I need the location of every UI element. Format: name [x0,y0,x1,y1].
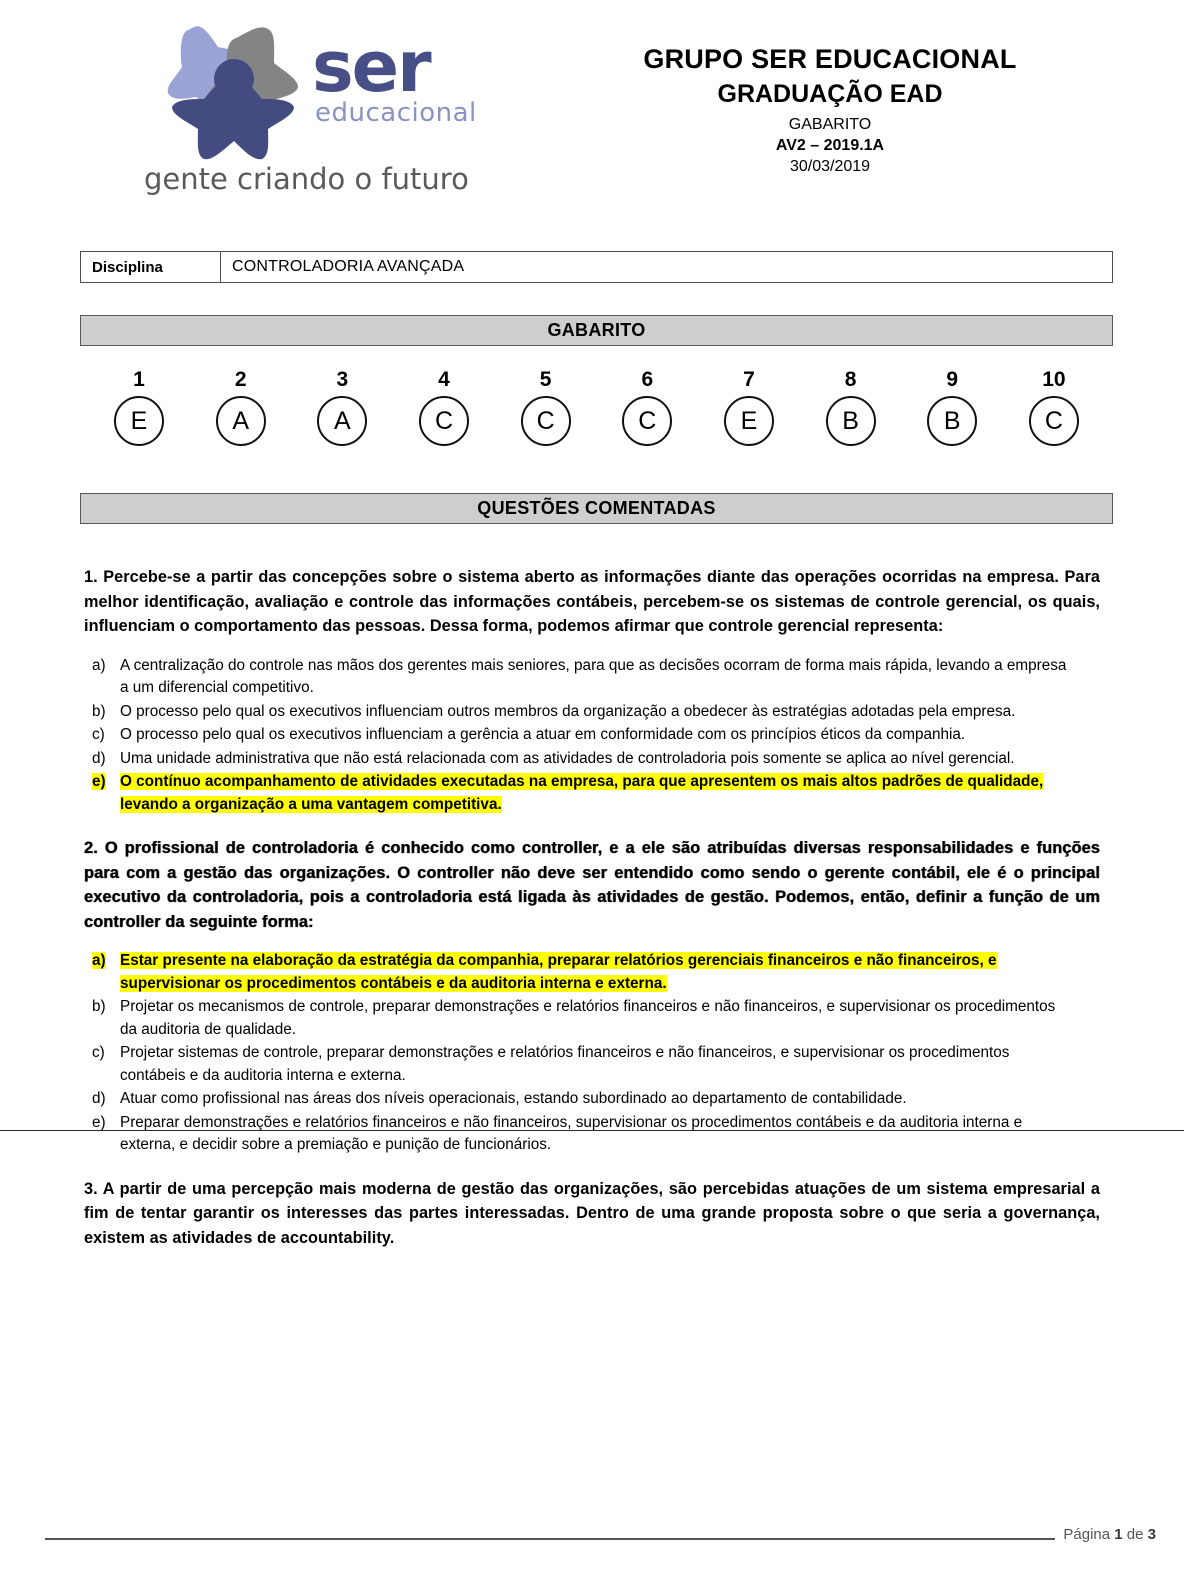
page-number-footer [1055,1526,1156,1543]
alternative[interactable] [84,1042,1100,1087]
answer-question-number: 4 [438,368,450,391]
answer-cell [915,368,989,468]
ser-educacional-logo [140,10,500,200]
alternative[interactable] [84,701,1100,724]
footer-divider [45,1538,1150,1540]
alternative-letter-text: a) [92,656,106,674]
alternative-text [120,748,1100,771]
answer-bubble: A [216,396,266,446]
page-subtitle: GRADUAÇÃO EAD [717,80,943,108]
alternative-text [120,1042,1100,1087]
answer-question-number: 6 [641,368,654,391]
logo-wordmark [312,26,502,147]
questions-container [84,565,1100,1266]
header-exam-code: AV2 – 2019.1A [775,137,885,154]
alternative-text [120,771,1100,816]
alternative[interactable] [84,1088,1100,1111]
question-stem: 3. A partir de uma percepção mais moderna de gestão das organizações, são percebidas atuações de um sistema empresarial a fim de tentar garantir os interesses das partes interessadas. Dentro de uma grande proposta sobre o que seria a governança, existem as atividades de accountability. [84,1179,1100,1247]
alternative-letter [84,1042,120,1065]
alternative-text-content: O processo pelo qual os executivos influenciam outros membros da organização a obedecer às estratégias adotadas pela empresa. [120,702,1016,720]
answer-question-number: 5 [539,368,552,391]
answer-question-number: 10 [1042,368,1066,391]
alternative-letter-text: e) [92,773,106,790]
alternative-letter [84,655,120,678]
alternative-text [120,724,1100,747]
header-title-block [520,42,1140,177]
answer-cell [407,368,481,468]
page-title: GRUPO SER EDUCACIONAL [643,44,1017,74]
answer-bubble: C [419,396,469,446]
answer-question-number: 2 [234,368,247,391]
alternative-text-content: Estar presente na elaboração da estratégia da companhia, preparar relatórios gerenciais financeiros e não financeiros, e supervisionar os procedimentos contábeis e da auditoria interna e externa. [120,952,997,992]
alternative-text [120,1088,1100,1111]
alternative-letter-text: c) [92,726,105,743]
answer-question-number: 8 [844,368,857,391]
alternative-letter-text: e) [92,1113,106,1131]
alternative-text-content: Atuar como profissional nas áreas dos níveis operacionais, estando subordinado ao departamento de contabilidade. [120,1090,907,1107]
alternative[interactable] [84,655,1100,700]
answer-cell [305,368,379,468]
alternatives-list [84,655,1100,817]
answer-cell [204,368,278,468]
alternative-letter [84,724,120,747]
answer-cell [1017,368,1091,468]
alternative-letter [84,701,120,724]
document-header [0,0,1184,215]
logo-tagline: gente criando o futuro [144,162,469,196]
answer-bubble: A [317,396,367,446]
alternative-letter [84,748,120,771]
alternative-text-content: Projetar sistemas de controle, preparar demonstrações e relatórios financeiros e não financeiros, e supervisionar os procedimentos contábeis e da auditoria interna e externa. [120,1044,1010,1084]
alternative-text [120,655,1100,700]
logo-brand-word: ser [312,26,430,108]
alternative-text [120,996,1100,1041]
answer-question-number: 1 [133,368,145,391]
gabarito-banner: GABARITO [80,315,1113,346]
answer-question-number: 7 [743,368,755,391]
answer-cell [712,368,786,468]
alternative-text-content: O contínuo acompanhamento de atividades executadas na empresa, para que apresentem os mais altos padrões de qualidade, levando a organização a uma vantagem competitiva. [120,773,1044,813]
alternative-text-content: Uma unidade administrativa que não está relacionada com as atividades de controladoria pois somente se aplica ao nível gerencial. [120,749,1015,767]
alternative-text-content: A centralização do controle nas mãos dos gerentes mais seniores, para que as decisões ocorram de forma mais rápida, levando a empresa a um diferencial competitivo. [120,656,1067,696]
alternative-letter-text: d) [92,1090,106,1107]
answer-bubble: C [521,396,571,446]
alternative-text [120,701,1100,724]
alternative-text [120,1112,1100,1157]
answer-bubble: C [622,396,672,446]
alternative-letter [84,1088,120,1111]
alternative-letter-text: b) [92,998,106,1015]
alternative[interactable] [84,1112,1100,1157]
answer-bubble: E [724,396,774,446]
alternative[interactable] [84,996,1100,1041]
question-stem: 1. Percebe-se a partir das concepções sobre o sistema aberto as informações diante das operações ocorridas na empresa. Para melhor identificação, avaliação e controle das informações contábeis, percebem-se os sistemas de controle gerencial, os quais, influenciam o comportamento das pessoas. Dessa forma, podemos afirmar que controle gerencial representa: [84,568,1100,635]
alternative-text-content: Projetar os mecanismos de controle, preparar demonstrações e relatórios financeiros e não financeiros, e supervisionar os procedimentos da auditoria de qualidade. [120,998,1056,1038]
three-stars-logo-icon [150,15,315,165]
alternative-text [120,950,1100,995]
alternative-letter-text: d) [92,749,106,767]
alternative-correct[interactable] [84,771,1100,816]
alternative-correct[interactable] [84,950,1100,995]
answer-key-row [80,368,1113,468]
alternative[interactable] [84,724,1100,747]
disciplina-row [80,251,1113,283]
answer-cell [102,368,176,468]
alternative-letter-text: b) [92,702,106,720]
header-gabarito-label: GABARITO [788,116,872,133]
document-footer [0,1516,1184,1556]
questoes-comentadas-banner: QUESTÕES COMENTADAS [80,493,1113,524]
answer-bubble: B [826,396,876,446]
logo-brand-subword: educacional [315,98,477,128]
footer-page-total: 3 [1147,1526,1156,1543]
answer-question-number: 3 [336,368,349,391]
footer-page-label: Página [1063,1526,1111,1543]
question-stem: 2. O profissional de controladoria é conhecido como controller, e a ele são atribuídas diversas responsabilidades e funções para com a gestão das organizações. O controller não deve ser entendido como sendo o gerente contábil, ele é o principal executivo da controladoria, pois a controladoria está ligada às atividades de gestão. Podemos, então, definir a função de um controller da seguinte forma: [84,839,1100,931]
answer-cell [610,368,684,468]
alternative-text-content: O processo pelo qual os executivos influenciam a gerência a atuar em conformidade com os princípios éticos da companhia. [120,726,966,743]
footer-page-number: 1 [1114,1526,1123,1543]
answer-bubble: C [1029,396,1079,446]
alternatives-list [84,950,1100,1157]
alternative-text-content: Preparar demonstrações e relatórios financeiros e não financeiros, supervisionar os procedimentos contábeis e da auditoria interna e externa, e decidir sobre a premiação e punição de funcionários. [120,1113,1023,1153]
alternative-letter [84,950,120,973]
disciplina-value: CONTROLADORIA AVANÇADA [232,258,465,275]
answer-question-number: 9 [946,368,959,391]
alternative-letter [84,771,120,794]
disciplina-label: Disciplina [81,252,221,282]
header-exam-date: 30/03/2019 [789,158,871,175]
answer-cell [509,368,583,468]
answer-bubble: B [927,396,977,446]
alternative-letter-text: c) [92,1044,105,1061]
stray-horizontal-rule [0,1130,1184,1131]
alternative[interactable] [84,748,1100,771]
answer-bubble: E [114,396,164,446]
alternative-letter-text: a) [92,952,106,969]
footer-page-of: de [1126,1526,1144,1543]
alternative-letter [84,996,120,1019]
answer-cell [814,368,888,468]
